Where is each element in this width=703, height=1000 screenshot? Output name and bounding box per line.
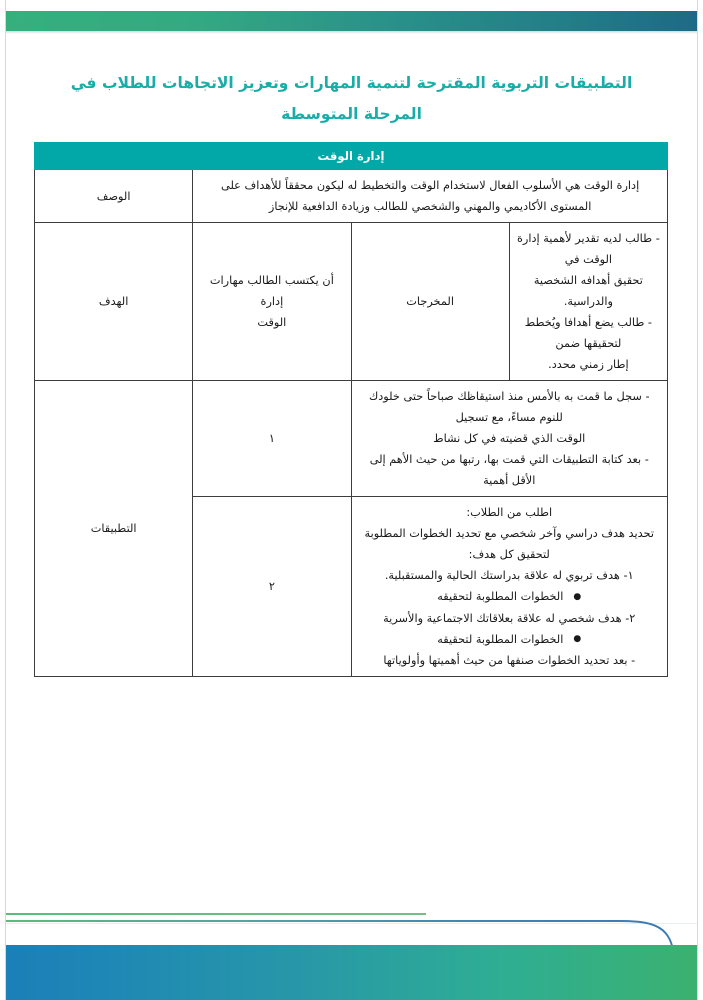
goal-label-cell: الهدف xyxy=(35,223,193,381)
bullet-dot-icon: ● xyxy=(573,634,582,644)
bullet-dot-icon: ● xyxy=(573,591,582,602)
table-head xyxy=(35,143,668,170)
top-bar-shadow xyxy=(6,31,697,34)
application-1-text-cell xyxy=(351,381,668,497)
table-row-description xyxy=(35,170,668,223)
outcome-1-line-2: تحقيق أهدافه الشخصية والدراسية. xyxy=(533,274,643,308)
application-2-final-line: - بعد تحديد الخطوات صنفها من حيث أهميتها وأولوياتها xyxy=(383,654,636,667)
outcome-2-line-1: - طالب يضع أهدافا ويُخطط لتحقيقها ضمن xyxy=(524,316,652,350)
footer-faint-rule xyxy=(6,923,697,924)
goal-line-2: الوقت xyxy=(257,316,287,329)
outcome-2-line-2: إطار زمني محدد. xyxy=(548,358,629,371)
application-1-line-2: الوقت الذي قضيته في كل نشاط xyxy=(433,432,586,445)
table-body xyxy=(35,170,668,677)
page-right-rule xyxy=(697,0,698,1000)
outcome-1-line-1: - طالب لديه تقدير لأهمية إدارة الوقت في xyxy=(516,232,660,266)
description-text-cell xyxy=(193,170,668,223)
goal-text-cell xyxy=(193,223,351,381)
application-2-bullet-1 xyxy=(359,586,661,608)
description-line-2: المستوى الأكاديمي والمهني والشخصي للطالب وزيادة الدافعية للإنجاز xyxy=(268,200,592,213)
page-left-rule xyxy=(5,0,6,1000)
section-header-cell: إدارة الوقت xyxy=(35,143,668,170)
application-2-text-cell xyxy=(351,497,668,677)
footer-thin-green-line xyxy=(6,913,426,915)
application-2-number-cell: ٢ xyxy=(193,497,351,677)
application-2-bullet-2-text: الخطوات المطلوبة لتحقيقه xyxy=(437,632,564,646)
application-1-line-3: - بعد كتابة التطبيقات التي قمت بها، رتبها من حيث الأهم إلى الأقل أهمية xyxy=(369,453,649,487)
application-1-number-cell: ١ xyxy=(193,381,351,497)
content-table-wrapper xyxy=(34,142,668,677)
table-row-application-1 xyxy=(35,381,668,497)
application-2-line-2: تحديد هدف دراسي وآخر شخصي مع تحديد الخطوات المطلوبة لتحقيق كل هدف: xyxy=(364,527,654,561)
bottom-gradient-bar xyxy=(6,945,697,1000)
application-2-line-4: ٢- هدف شخصي له علاقة بعلاقاتك الاجتماعية والأسرية xyxy=(383,611,636,625)
application-2-line-1: اطلب من الطلاب: xyxy=(466,506,553,519)
top-gradient-bar xyxy=(6,11,697,31)
application-2-line-3: ١- هدف تربوي له علاقة بدراستك الحالية والمستقبلية. xyxy=(384,569,634,582)
page-title: التطبيقات التربوية المقترحة لتنمية المهارات وتعزيز الاتجاهات للطلاب في المرحلة المتوسطة xyxy=(70,74,633,124)
application-2-bullet-1-text: الخطوات المطلوبة لتحقيقه xyxy=(437,590,564,603)
application-2-bullet-2 xyxy=(359,629,661,651)
applications-label-cell: التطبيقات xyxy=(35,381,193,677)
table-header-row xyxy=(35,143,668,170)
outcomes-label-cell: المخرجات xyxy=(351,223,509,381)
description-line-1: إدارة الوقت هي الأسلوب الفعال لاستخدام الوقت والتخطيط له ليكون محققاً للأهداف على xyxy=(221,179,640,192)
application-1-line-1: - سجل ما قمت به بالأمس منذ استيقاظك صباحاً حتى خلودك للنوم مساءً، مع تسجيل xyxy=(368,390,650,424)
description-label-cell: الوصف xyxy=(35,170,193,223)
time-management-table xyxy=(34,142,668,677)
outcomes-text-cell xyxy=(509,223,667,381)
goal-line-1: أن يكتسب الطالب مهارات إدارة xyxy=(209,274,334,308)
table-row-goal xyxy=(35,223,668,381)
